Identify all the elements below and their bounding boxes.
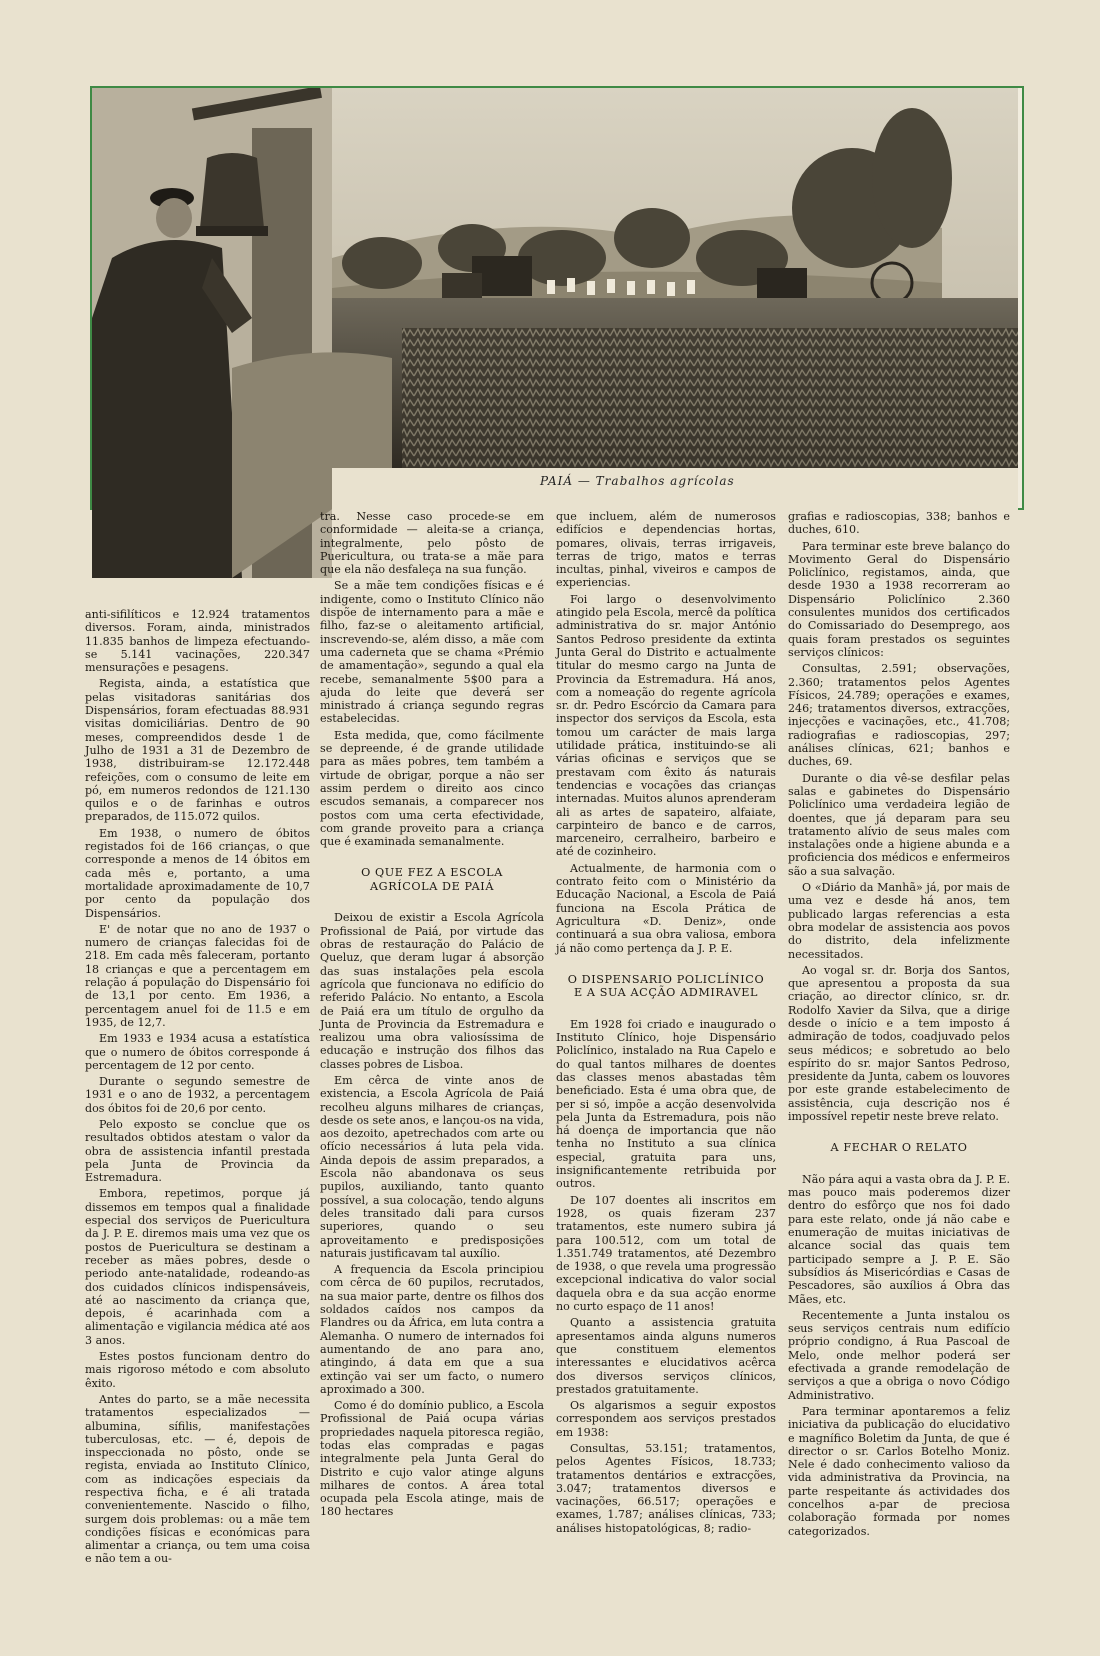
paragraph: Para terminar este breve balanço do Movimento Geral do Dispensário Policlínico, registamos, ainda, que desde 1930 a 1938 recorreram ao Dispensário Policlínico 2.360 consulentes munidos dos certificados do Comissariado do Desemprego, aos quais foram prestados os seguintes serviços clínicos: — [788, 539, 1010, 659]
column-2 — [320, 510, 544, 1522]
paragraph: Se a mãe tem condições físicas e é indigente, como o Instituto Clínico não dispõe de internamento para a mãe e filho, faz-se o aleitamento artificial, inscrevendo-se, além disso, a mãe com uma caderneta que se chama «Prémio de amamentação», segundo a qual ela recebe, semanalmente 5$00 para a ajuda do leite que deverá ser ministrado á criança segundo regras estabelecidas. — [320, 579, 544, 726]
paragraph: Em 1928 foi criado e inaugurado o Instituto Clínico, hoje Dispensário Policlínico, instalado na Rua Capelo e do qual tantos milhares de doentes das classes menos abastadas têm beneficiado. Esta é uma obra que, de per si só, impõe a acção desenvolvida pela Junta da Estremadura, pois não há doença de importancia que não tenha no Instituto a sua clínica especial, gratuita para uns, insignificantemente retribuida por outros. — [556, 1017, 776, 1191]
paragraph: Pelo exposto se conclue que os resultados obtidos atestam o valor da obra de assistencia infantil prestada pela Junta de Provincia da Estremadura. — [85, 1117, 310, 1185]
paragraph: Consultas, 2.591; observações, 2.360; tratamentos pelos Agentes Físicos, 24.789; operações e exames, 246; tratamentos diversos, extracções, injecções e vacinações, etc., 41.708; radiografias e radioscopias, 297; análises clínicas, 621; banhos e duches, 69. — [788, 662, 1010, 769]
paragraph: Antes do parto, se a mãe necessita tratamentos especializados — albumina, sífilis, manifestações tuberculosas, etc. — é, depois de inspeccionada no pôsto, onde se regista, enviada ao Instituto Clínico, com as indicações especiais da respectiva ficha, e é ali tratada convenientemente. Nascido o filho, surgem dois problemas: ou a mãe tem condições físicas e económicas para alimentar a criança, ou tem uma coisa e não tem a ou- — [85, 1392, 310, 1566]
column-3 — [556, 510, 776, 1538]
paragraph: Em cêrca de vinte anos de existencia, a Escola Agrícola de Paiá recolheu alguns milhares de crianças, desde os sete anos, e lançou-os na vida, aos dezoito, apetrechados com arte ou ofício necessários á luta pela vida. Ainda depois de assim preparados, a Escola não abandonava os seus pupilos, auxiliando, tanto quanto possível, a sua colocação, tendo alguns deles transitado dali para cursos superiores, quando o seu aproveitamento e predisposições naturais justificavam tal auxílio. — [320, 1073, 544, 1260]
paragraph: anti-sifilíticos e 12.924 tratamentos diversos. Foram, ainda, ministrados 11.835 banhos de limpeza efectuando-se 5.141 vacinações, 220.347 mensurações e pesagens. — [85, 608, 310, 675]
paragraph: tra. Nesse caso procede-se em conformidade — aleita-se a criança, integralmente, pelo pôsto de Puericultura, ou trata-se a mãe para que ela não desfaleça na sua função. — [320, 510, 544, 577]
paragraph: O «Diário da Manhã» já, por mais de uma vez e desde há anos, tem publicado largas referencias a esta obra modelar de assistencia aos povos do distrito, dela infelizmente necessitados. — [788, 881, 1010, 961]
paragraph: Recentemente a Junta instalou os seus serviços centrais num edifício próprio condigno, á Rua Pascoal de Melo, onde melhor poderá ser efectivada a grande remodelação de serviços a que a obriga o novo Código Administrativo. — [788, 1308, 1010, 1402]
paragraph: Em 1938, o numero de óbitos registados foi de 166 crianças, o que corresponde a menos de 14 óbitos em cada mês e, portanto, a uma mortalidade aproximadamente de 10,7 por cento da população dos Dispensários. — [85, 826, 310, 920]
paragraph: E' de notar que no ano de 1937 o numero de crianças falecidas foi de 218. Em cada mês faleceram, portanto 18 crianças e que a percentagem em relação á população do Dispensário foi de 13,1 por cento. Em 1936, a percentagem anuel foi de 11.5 e em 1935, de 12,7. — [85, 922, 310, 1029]
paragraph: Embora, repetimos, porque já dissemos em tempos qual a finalidade especial dos serviços de Puericultura da J. P. E. diremos mais uma vez que os postos de Puericultura se destinam a receber as mães pobres, desde o periodo ante-natalidade, rodeando-as dos cuidados clínicos indispensáveis, até ao nascimento da criança que, depois, é acarinhada com a alimentação e vigilancia médica até aos 3 anos. — [85, 1187, 310, 1347]
paragraph: De 107 doentes ali inscritos em 1928, os quais fizeram 237 tratamentos, este numero subira já para 100.512, com um total de 1.351.749 tratamentos, até Dezembro de 1938, o que revela uma progressão excepcional indicativa do valor social daquela obra e da sua acção enorme no curto espaço de 11 anos! — [556, 1193, 776, 1314]
photograph-agricultural-work — [92, 88, 1018, 578]
paragraph: Durante o segundo semestre de 1931 e o ano de 1932, a percentagem dos óbitos foi de 20,6 por cento. — [85, 1075, 310, 1115]
column-4 — [788, 510, 1010, 1541]
paragraph: que incluem, além de numerosos edifícios e dependencias hortas, pomares, olivais, terras irrigaveis, terras de trigo, matos e terras incultas, pinhal, viveiros e campos de experiencias. — [556, 510, 776, 590]
paragraph: Não pára aqui a vasta obra da J. P. E. mas pouco mais poderemos dizer dentro do esfôrço que nos foi dado para este relato, onde já não cabe e enumeração de muitas iniciativas de alcance social das quais tem participado sempre a J. P. E. São subsídios ás Misericórdias e Casas de Pescadores, são auxílios á Obra das Mães, etc. — [788, 1172, 1010, 1306]
paragraph: Durante o dia vê-se desfilar pelas salas e gabinetes do Dispensário Policlínico uma verdadeira legião de doentes, que já deparam para seu tratamento alívio de seus males com instalações onde a higiene abunda e a proficiencia dos médicos e enfermeiros são a sua salvação. — [788, 771, 1010, 878]
paragraph: Deixou de existir a Escola Agrícola Profissional de Paiá, por virtude das obras de restauração do Palácio de Queluz, que deram lugar á absorção das suas instalações pela escola agrícola que funcionava no edifício do referido Palácio. No entanto, a Escola de Paiá era um título de orgulho da Junta de Provincia da Estremadura e realizou uma obra valiosíssima de educação e instrução dos filhos das classes pobres de Lisboa. — [320, 911, 544, 1071]
paragraph: Como é do domínio publico, a Escola Profissional de Paiá ocupa várias propriedades naquela pitoresca região, todas elas compradas e pagas integralmente pela Junta Geral do Distrito e cujo valor atinge alguns milhares de contos. A área total ocupada pela Escola atinge, mais de 180 hectares — [320, 1399, 544, 1519]
paragraph: Para terminar apontaremos a feliz iniciativa da publicação do elucidativo e magnífico Boletim da Junta, de que é director o sr. Carlos Botelho Moniz. Nele é dado conhecimento valioso da vida administrativa da Provincia, na parte respeitante ás actividades dos concelhos a-par de preciosa colaboração formada por nomes categorizados. — [788, 1404, 1010, 1538]
paragraph: Quanto a assistencia gratuita apresentamos ainda alguns numeros que constituem elementos interessantes e elucidativos acêrca dos diversos serviços clínicos, prestados gratuitamente. — [556, 1316, 776, 1396]
paragraph: Estes postos funcionam dentro do mais rigoroso método e com absoluto êxito. — [85, 1350, 310, 1390]
section-heading-escola: O QUE FEZ A ESCOLA AGRÍCOLA DE PAIÁ — [361, 866, 503, 893]
section-heading-dispensario: O DISPENSARIO POLICLÍNICO E A SUA ACÇÃO ADMIRAVEL — [567, 972, 765, 1000]
paragraph: Regista, ainda, a estatística que pelas visitadoras sanitárias dos Dispensários, foram efectuadas 88.931 visitas domiciliárias. Dentro de 90 meses, compreendidos desde 1 de Julho de 1931 a 31 de Dezembro de 1938, distribuiram-se 12.172.448 refeições, com o consumo de leite em pó, em numeros redondos de 121.130 quilos e o de farinhas e outros preparados, de 115.072 quilos. — [85, 677, 310, 824]
column-1 — [85, 608, 310, 1569]
section-heading-fechar: A FECHAR O RELATO — [830, 1141, 968, 1155]
paragraph: Foi largo o desenvolvimento atingido pela Escola, mercê da política administrativa do sr. major António Santos Pedroso presidente da extinta Junta Geral do Distrito e actualmente titular do mesmo cargo na Junta de Provincia da Estremadura. Há anos, com a nomeação do regente agrícola sr. dr. Pedro Escórcio da Camara para inspector dos serviços da Escola, esta tomou um carácter de mais larga utilidade prática, instituindo-se ali várias oficinas e serviços que se prestavam com êxito ás naturais tendencias e vocações das crianças internadas. Muitos alunos aprenderam ali as artes de sapateiro, alfaiate, carpinteiro de banco e de carros, marceneiro, cerralheiro, barbeiro e até de cozinheiro. — [556, 592, 776, 859]
paragraph: Ao vogal sr. dr. Borja dos Santos, que apresentou a proposta da sua criação, ao director clínico, sr. dr. Rodolfo Xavier da Silva, que a dirige desde o início e a tem imposto á admiração de todos, coadjuvado pelos seus médicos; e sobretudo ao belo espírito do sr. major Santos Pedroso, presidente da Junta, cabem os louvores por este grande estabelecimento de assistência, cuja descrição nos é impossível repetir neste breve relato. — [788, 963, 1010, 1124]
paragraph: Esta medida, que, como fácilmente se depreende, é de grande utilidade para as mães pobres, tem também a virtude de obrigar, porque a não ser assim perdem o direito aos cinco escudos semanais, a comparecer nos postos com uma certa efectividade, com grande proveito para a criança que é examinada semanalmente. — [320, 728, 544, 849]
paragraph: Consultas, 53.151; tratamentos, pelos Agentes Físicos, 18.733; tratamentos dentários e extracções, 3.047; tratamentos diversos e vacinações, 66.517; operações e exames, 1.787; análises clínicas, 733; análises histopatológicas, 8; radio- — [556, 1442, 776, 1535]
paragraph: grafias e radioscopias, 338; banhos e duches, 610. — [788, 510, 1010, 537]
paragraph: Actualmente, de harmonia com o contrato feito com o Ministério da Educação Nacional, a Escola de Paiá funciona na Escola Prática de Agricultura «D. Deniz», onde continuará a sua obra valiosa, embora já não como pertença da J. P. E. — [556, 861, 776, 955]
paragraph: Os algarismos a seguir expostos correspondem aos serviços prestados em 1938: — [556, 1399, 776, 1439]
photo-caption: PAIÁ — Trabalhos agrícolas — [540, 474, 735, 488]
paragraph: A frequencia da Escola principiou com cêrca de 60 pupilos, recrutados, na sua maior parte, dentre os filhos dos soldados caídos nos campos da Flandres ou da África, em luta contra a Alemanha. O numero de internados foi aumentando de ano para ano, atingindo, á data em que a sua extinção vai ser um facto, o numero aproximado a 300. — [320, 1263, 544, 1396]
paragraph: Em 1933 e 1934 acusa a estatística que o numero de óbitos corresponde á percentagem de 12 por cento. — [85, 1032, 310, 1072]
